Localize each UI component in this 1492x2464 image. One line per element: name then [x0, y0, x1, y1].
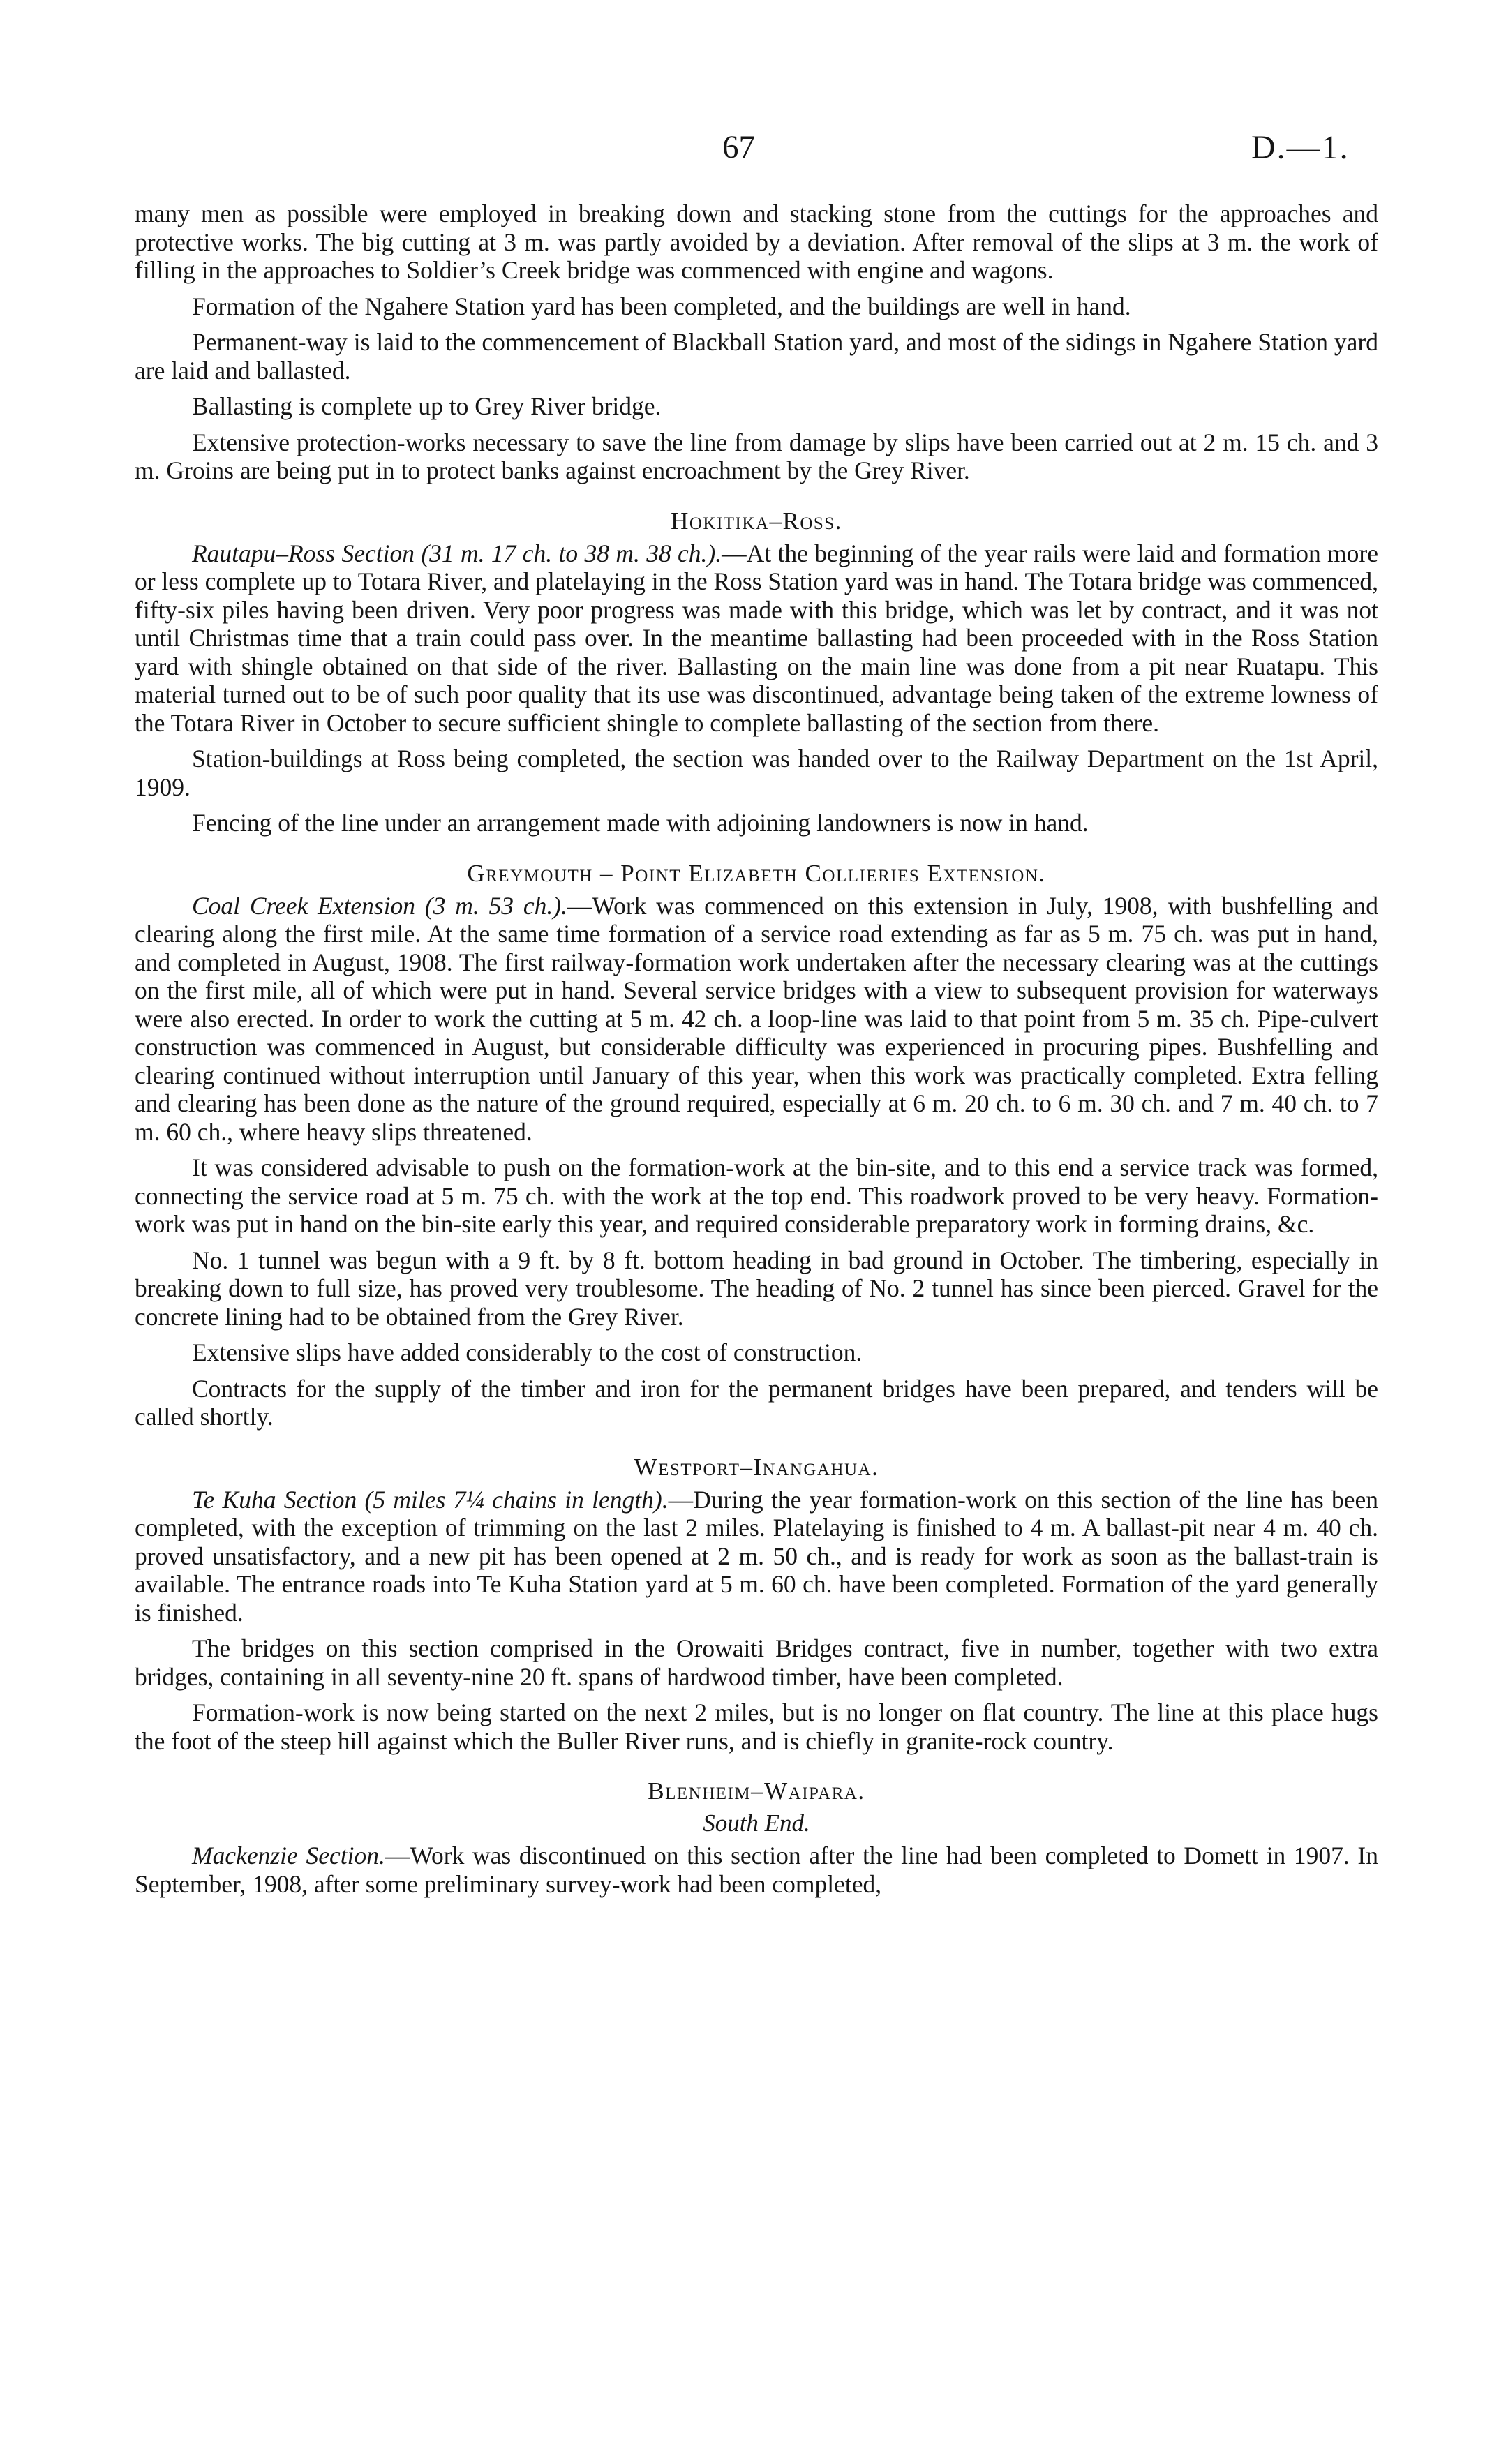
- paragraph: Rautapu–Ross Section (31 m. 17 ch. to 38 m. 38 ch.).—At the beginning of the year rails were laid and formation more or less complete up to Totara River, and platelaying in the Ross Station yard was in hand. The Totara bridge was commenced, fifty-six piles having been driven. Very poor progress was made with this bridge, which was let by contract, and it was not until Christmas time that a train could pass over. In the meantime ballasting had been proceeded with in the Ross Station yard with shingle obtained on that side of the river. Ballasting on the main line was done from a pit near Ruatapu. This material turned out to be of such poor quality that its use was discontinued, advantage being taken of the extreme lowness of the Totara River in October to secure sufficient shingle to complete ballasting of the section from there.: [135, 539, 1379, 737]
- paragraph: Station-buildings at Ross being completed, the section was handed over to the Railway Department on the 1st April, 1909.: [135, 745, 1378, 801]
- section-heading: Hokitika–Ross.: [671, 507, 842, 535]
- paragraph: Extensive slips have added considerably to the cost of construction.: [192, 1338, 863, 1366]
- section-heading: Greymouth – Point Elizabeth Collieries Extension.: [467, 859, 1046, 887]
- section-subheading: South End.: [703, 1809, 810, 1837]
- paragraph-lead: Te Kuha Section (5 miles 7¼ chains in length).: [192, 1485, 669, 1514]
- section-heading: Blenheim–Waipara.: [648, 1777, 865, 1805]
- paragraph: Permanent-way is laid to the commencement of Blackball Station yard, and most of the sidings in Ngahere Station yard are laid and ballasted.: [135, 328, 1378, 384]
- paragraph: Extensive protection-works necessary to save the line from damage by slips have been carried out at 2 m. 15 ch. and 3 m. Groins are being put in to protect banks against encroachment by the Grey River.: [135, 428, 1378, 484]
- paragraph-lead: Rautapu–Ross Section (31 m. 17 ch. to 38 m. 38 ch.).: [192, 539, 722, 567]
- document-reference: D.—1.: [1251, 129, 1350, 166]
- paragraph: Te Kuha Section (5 miles 7¼ chains in length).—During the year formation-work on this section of the line has been completed, with the exception of trimming on the last 2 miles. Platelaying is finished to 4 m. A ballast-pit near 4 m. 40 ch. proved unsatisfactory, and a new pit has been opened at 2 m. 50 ch., and is ready for work as soon as the ballast-train is available. The entrance roads into Te Kuha Station yard at 5 m. 60 ch. have been completed. Formation of the yard generally is finished.: [135, 1485, 1378, 1627]
- paragraph: Formation of the Ngahere Station yard has been completed, and the buildings are well in hand.: [192, 292, 1131, 320]
- page-header: [0, 128, 1492, 177]
- paragraph-lead: Coal Creek Extension (3 m. 53 ch.).: [192, 891, 567, 920]
- paragraph: Coal Creek Extension (3 m. 53 ch.).—Work was commenced on this extension in July, 1908, with bushfelling and clearing along the first mile. At the same time formation of a service road extending as far as 5 m. 75 ch. was put in hand, and completed in August, 1908. The first railway-formation work undertaken after the necessary clearing was at the cuttings on the first mile, all of which were put in hand. Several service bridges with a view to subsequent provision for waterways were also erected. In order to work the cutting at 5 m. 42 ch. a loop-line was laid to that point from 5 m. 35 ch. Pipe-culvert construction was commenced in August, but considerable difficulty was experienced in procuring pipes. Bushfelling and clearing continued without interruption until January of this year, when this work was practically completed. Extra felling and clearing has been done as the nature of the ground required, especially at 6 m. 20 ch. to 6 m. 30 ch. and 7 m. 40 ch. to 7 m. 60 ch., where heavy slips threatened.: [135, 891, 1379, 1146]
- paragraph: Mackenzie Section.—Work was discontinued on this section after the line had been completed to Domett in 1907. In September, 1908, after some preliminary survey-work had been completed,: [135, 1842, 1379, 1898]
- paragraph: Formation-work is now being started on the next 2 miles, but is no longer on flat country. The line at this place hugs the foot of the steep hill against which the Buller River runs, and is chiefly in granite-rock country.: [135, 1698, 1378, 1755]
- paragraph: Contracts for the supply of the timber and iron for the permanent bridges have been prepared, and tenders will be called shortly.: [135, 1374, 1378, 1431]
- paragraph: Fencing of the line under an arrangement made with adjoining landowners is now in hand.: [192, 809, 1089, 837]
- paragraph-lead: Mackenzie Section.: [192, 1842, 385, 1869]
- paragraph: Ballasting is complete up to Grey River bridge.: [192, 392, 662, 420]
- paragraph: The bridges on this section comprised in the Orowaiti Bridges contract, five in number, together with two extra bridges, containing in all seventy-nine 20 ft. spans of hardwood timber, have been completed.: [135, 1634, 1378, 1691]
- paragraph: No. 1 tunnel was begun with a 9 ft. by 8 ft. bottom heading in bad ground in October. The timbering, especially in breaking down to full size, has proved very troublesome. The heading of No. 2 tunnel has since been pierced. Gravel for the concrete lining had to be obtained from the Grey River.: [135, 1246, 1378, 1331]
- body-text: [135, 200, 1378, 1906]
- section-heading: Westport–Inangahua.: [634, 1453, 879, 1481]
- paragraph: many men as possible were employed in breaking down and stacking stone from the cuttings for the approaches and protective works. The big cutting at 3 m. was partly avoided by a deviation. After removal of the slips at 3 m. the work of filling in the approaches to Soldier’s Creek bridge was commenced with engine and wagons.: [135, 200, 1378, 284]
- page-number: 67: [722, 129, 755, 165]
- paragraph: It was considered advisable to push on the formation-work at the bin-site, and to this end a service track was formed, connecting the service road at 5 m. 75 ch. with the work at the top end. This roadwork proved to be very heavy. Formation-work was put in hand on the bin-site early this year, and required considerable preparatory work in forming drains, &c.: [135, 1153, 1378, 1238]
